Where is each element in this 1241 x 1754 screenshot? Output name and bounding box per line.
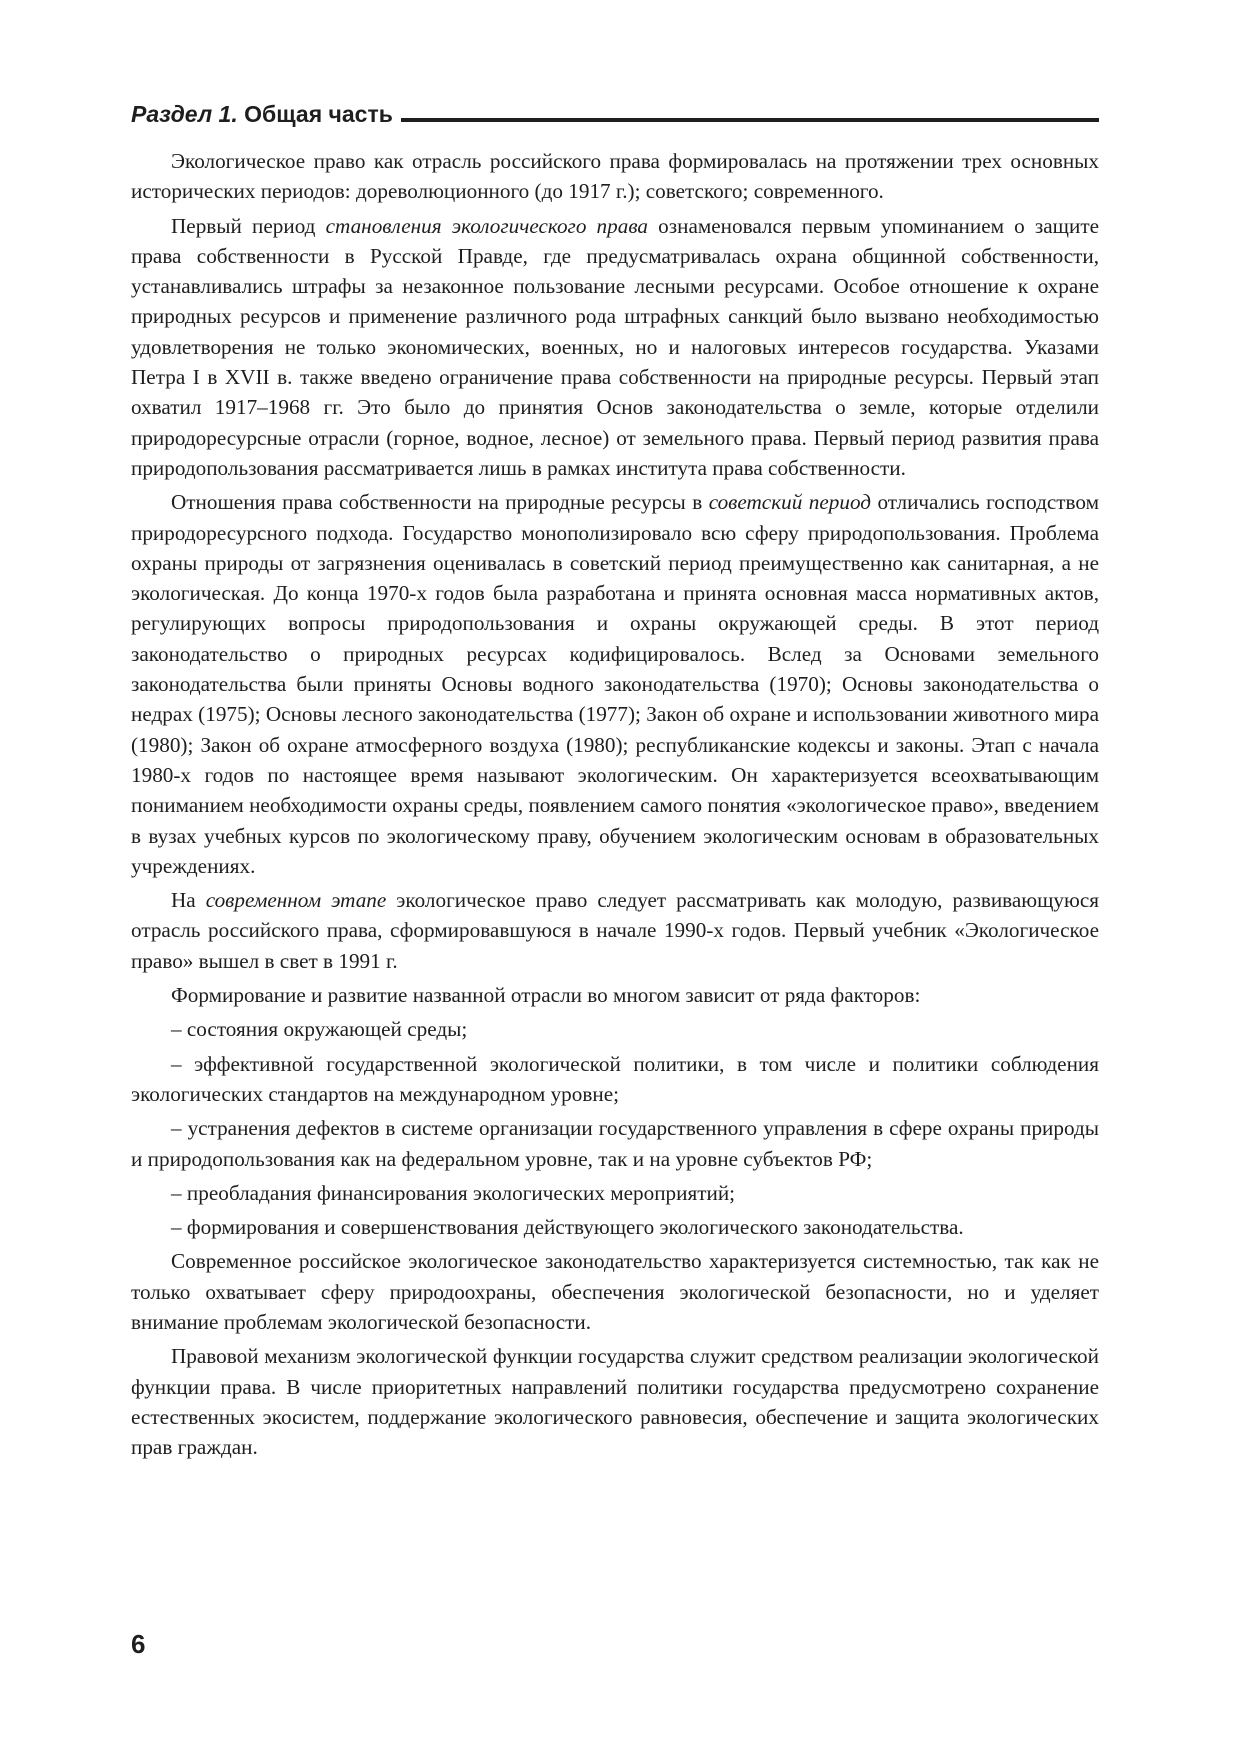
paragraph-text: экологическое право следует рассматривать как молодую, развивающуюся отрасль российского права, сформировавшуюся в начале 1990-х годов. Первый учебник «Экологическое право» вышел в свет в 1991 г. xyxy=(131,888,1099,973)
paragraph-intro: Экологическое право как отрасль российского права формировалась на протяжении трех основных исторических периодов: дореволюционного (до 1917 г.); советского; современного. xyxy=(131,149,1099,204)
emphasis-term: современном этапе xyxy=(205,888,387,913)
list-item-factor: – устранения дефектов в системе организации государственного управления в сфере охраны природы и природопользования как на федеральном уровне, так и на уровне субъектов РФ; xyxy=(131,1116,1099,1171)
page-number: 6 xyxy=(131,1629,146,1659)
paragraph-text: отличались господством природоресурсного подхода. Государство монополизировало всю сферу природопользования. Проблема охраны природы от загрязнения оценивалась в советский период преимущественно как санитарная, а не экологическая. До конца 1970-х годов была разработана и принята основная масса нормативных актов, регулирующих вопросы природопользования и охраны окружающей среды. В этот период законодательство о природных ресурсах кодифицировалось. Вслед за Основами земельного законодательства были приняты Основы водного законодательства (1970); Основы законодательства о недрах (1975); Основы лесного законодательства (1977); Закон об охране и использовании животного мира (1980); Закон об охране атмосферного воздуха (1980); республиканские кодексы и законы. Этап с начала 1980-х годов по настоящее время называют экологическим. Он характеризуется всеохватывающим пониманием необходимости охраны среды, появлением самого понятия «экологическое право», введением в вузах учебных курсов по экологическому праву, обучением экологическим основам в образовательных учреждениях. xyxy=(131,490,1100,878)
list-item-factor: – формирования и совершенствования действующего экологического законодательства. xyxy=(171,1215,964,1240)
paragraph-text: На xyxy=(171,888,206,913)
paragraph-legislation: Современное российское экологическое законодательство характеризуется системностью, так как не только охватывает сферу природоохраны, обеспечения экологической безопасности, но и уделяет внимание проблемам экологической безопасности. xyxy=(131,1249,1099,1334)
list-item-factor: – эффективной государственной экологической политики, в том числе и политики соблюдения экологических стандартов на международном уровне; xyxy=(131,1051,1099,1106)
paragraph-factors-intro: Формирование и развитие названной отрасли во многом зависит от ряда факторов: xyxy=(171,983,921,1008)
running-header xyxy=(131,92,1099,128)
paragraph-soviet-period xyxy=(131,487,1099,881)
paragraph-text: Отношения права собственности на природные ресурсы в xyxy=(171,490,709,515)
paragraph-text: ознаменовался первым упоминанием о защите права собственности в Русской Правде, где предусматривалась охрана общинной собственности, устанавливались штрафы за незаконное пользование лесными ресурсами. Особое отношение к охране природных ресурсов и применение различного рода штрафных санкций было вызвано необходимостью удовлетворения не только экономических, военных, но и налоговых интересов государства. Указами Петра I в XVII в. также введено ограничение права собственности на природные ресурсы. Первый этап охватил 1917–1968 гг. Это было до принятия Основ законодательства о земле, которые отделили природоресурсные отрасли (горное, водное, лесное) от земельного права. Первый период развития права природопользования рассматривается лишь в рамках института права собственности. xyxy=(131,213,1099,480)
section-heading xyxy=(131,100,401,128)
list-item-factor: – преобладания финансирования экологических мероприятий; xyxy=(171,1180,736,1205)
body-text xyxy=(131,146,1099,1462)
paragraph-text: Первый период xyxy=(171,213,326,238)
section-title: Общая часть xyxy=(244,101,393,127)
paragraph-legal-mechanism: Правовой механизм экологической функции государства служит средством реализации экологической функции права. В числе приоритетных направлений политики государства предусмотрено сохранение естественных экосистем, поддержание экологического равновесия, обеспечение и защита экологических прав граждан. xyxy=(131,1344,1099,1460)
paragraph-first-period xyxy=(131,211,1099,484)
header-rule xyxy=(401,118,1099,122)
list-item-factor: – состояния окружающей среды; xyxy=(171,1017,468,1042)
emphasis-term: становления экологического права xyxy=(325,213,648,238)
section-label: Раздел 1. xyxy=(131,101,238,127)
emphasis-term: советский период xyxy=(708,490,871,515)
paragraph-modern-stage xyxy=(131,885,1099,976)
